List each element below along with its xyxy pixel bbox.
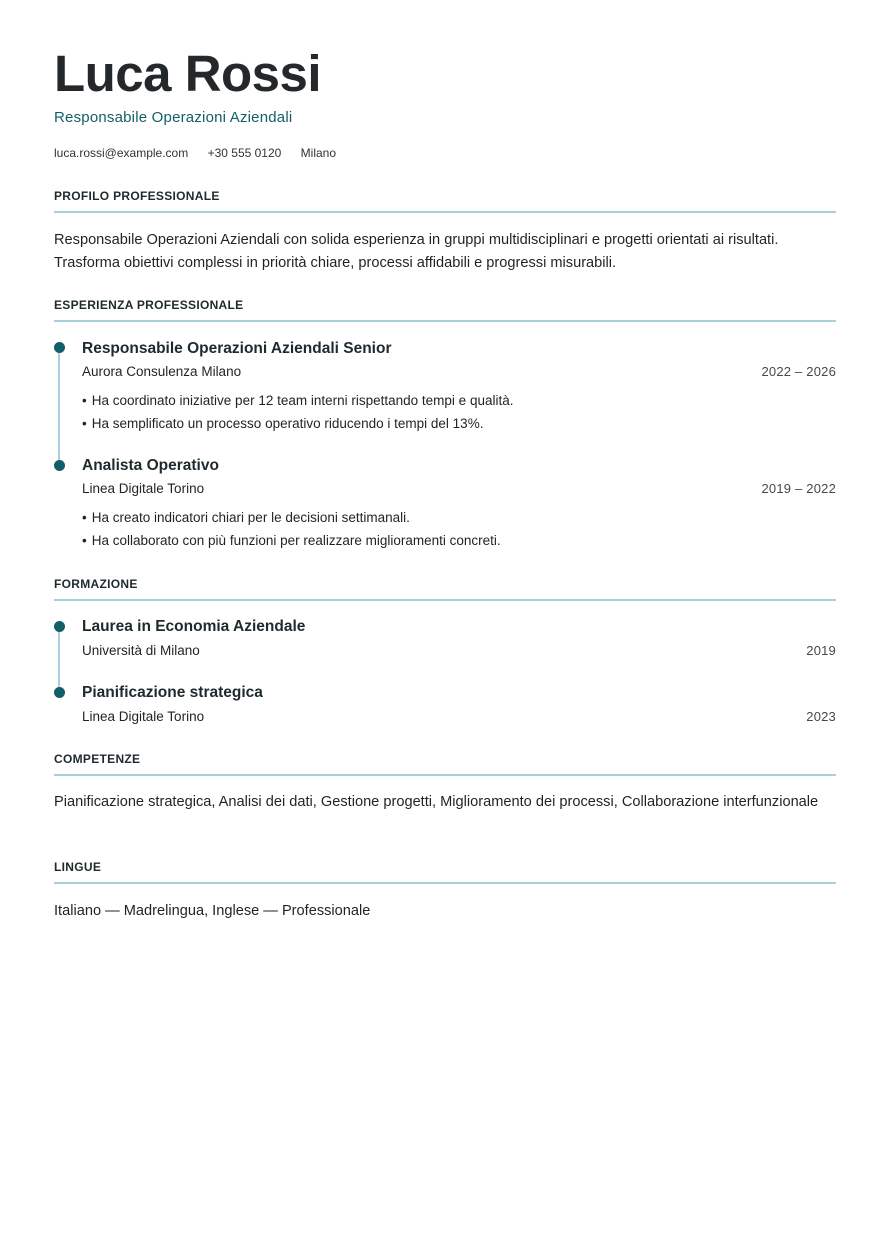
contact-line [54,145,352,161]
job-dates: 2022 – 2026 [761,364,836,379]
section-title-skills: COMPETENZE [54,752,141,766]
education-year: 2023 [806,709,836,724]
section-divider [54,320,836,322]
education-institution: Linea Digitale Torino [82,709,205,724]
timeline-dot [54,687,65,698]
timeline-line [58,627,60,693]
job-title: Analista Operativo [82,457,219,474]
timeline-line [58,348,60,466]
timeline-dot [54,621,65,632]
education-title: Laurea in Economia Aziendale [82,618,306,635]
education-title: Pianificazione strategica [82,684,263,701]
contact-phone[interactable]: +30 555 0120 [207,146,282,160]
candidate-name: Luca Rossi [54,45,322,102]
job-company: Linea Digitale Torino [82,481,205,496]
timeline-dot [54,342,65,353]
languages-list: Italiano — Madrelingua, Inglese — Professionale [54,903,371,919]
section-title-languages: LINGUE [54,860,102,874]
section-title-experience: ESPERIENZA PROFESSIONALE [54,298,244,312]
section-divider [54,774,836,776]
contact-city: Milano [300,146,337,160]
job-achievement: • Ha coordinato iniziative per 12 team interni rispettando tempi e qualità. [82,392,513,410]
profile-summary: Responsabile Operazioni Aziendali con solida esperienza in gruppi multidisciplinari e progetti orientati ai risultati. Trasforma obiettivi complessi in priorità chiare, processi affidabili e progressi misurabili. [54,232,779,271]
job-title: Responsabile Operazioni Aziendali Senior [82,340,392,357]
section-divider [54,599,836,601]
job-achievement: • Ha creato indicatori chiari per le decisioni settimanali. [82,509,410,527]
section-divider [54,882,836,884]
job-achievement: • Ha semplificato un processo operativo riducendo i tempi del 13%. [82,415,483,433]
job-dates: 2019 – 2022 [761,481,836,496]
contact-email[interactable]: luca.rossi@example.com [54,146,189,160]
job-achievement: • Ha collaborato con più funzioni per realizzare miglioramenti concreti. [82,532,501,550]
timeline-dot [54,460,65,471]
section-divider [54,211,836,213]
section-title-education: FORMAZIONE [54,577,138,591]
candidate-role: Responsabile Operazioni Aziendali [54,109,293,126]
job-company: Aurora Consulenza Milano [82,364,242,379]
education-year: 2019 [806,643,836,658]
education-institution: Università di Milano [82,643,200,658]
skills-list: Pianificazione strategica, Analisi dei dati, Gestione progetti, Miglioramento dei processi, Collaborazione interfunzionale [54,794,819,810]
section-title-profile: PROFILO PROFESSIONALE [54,189,220,203]
